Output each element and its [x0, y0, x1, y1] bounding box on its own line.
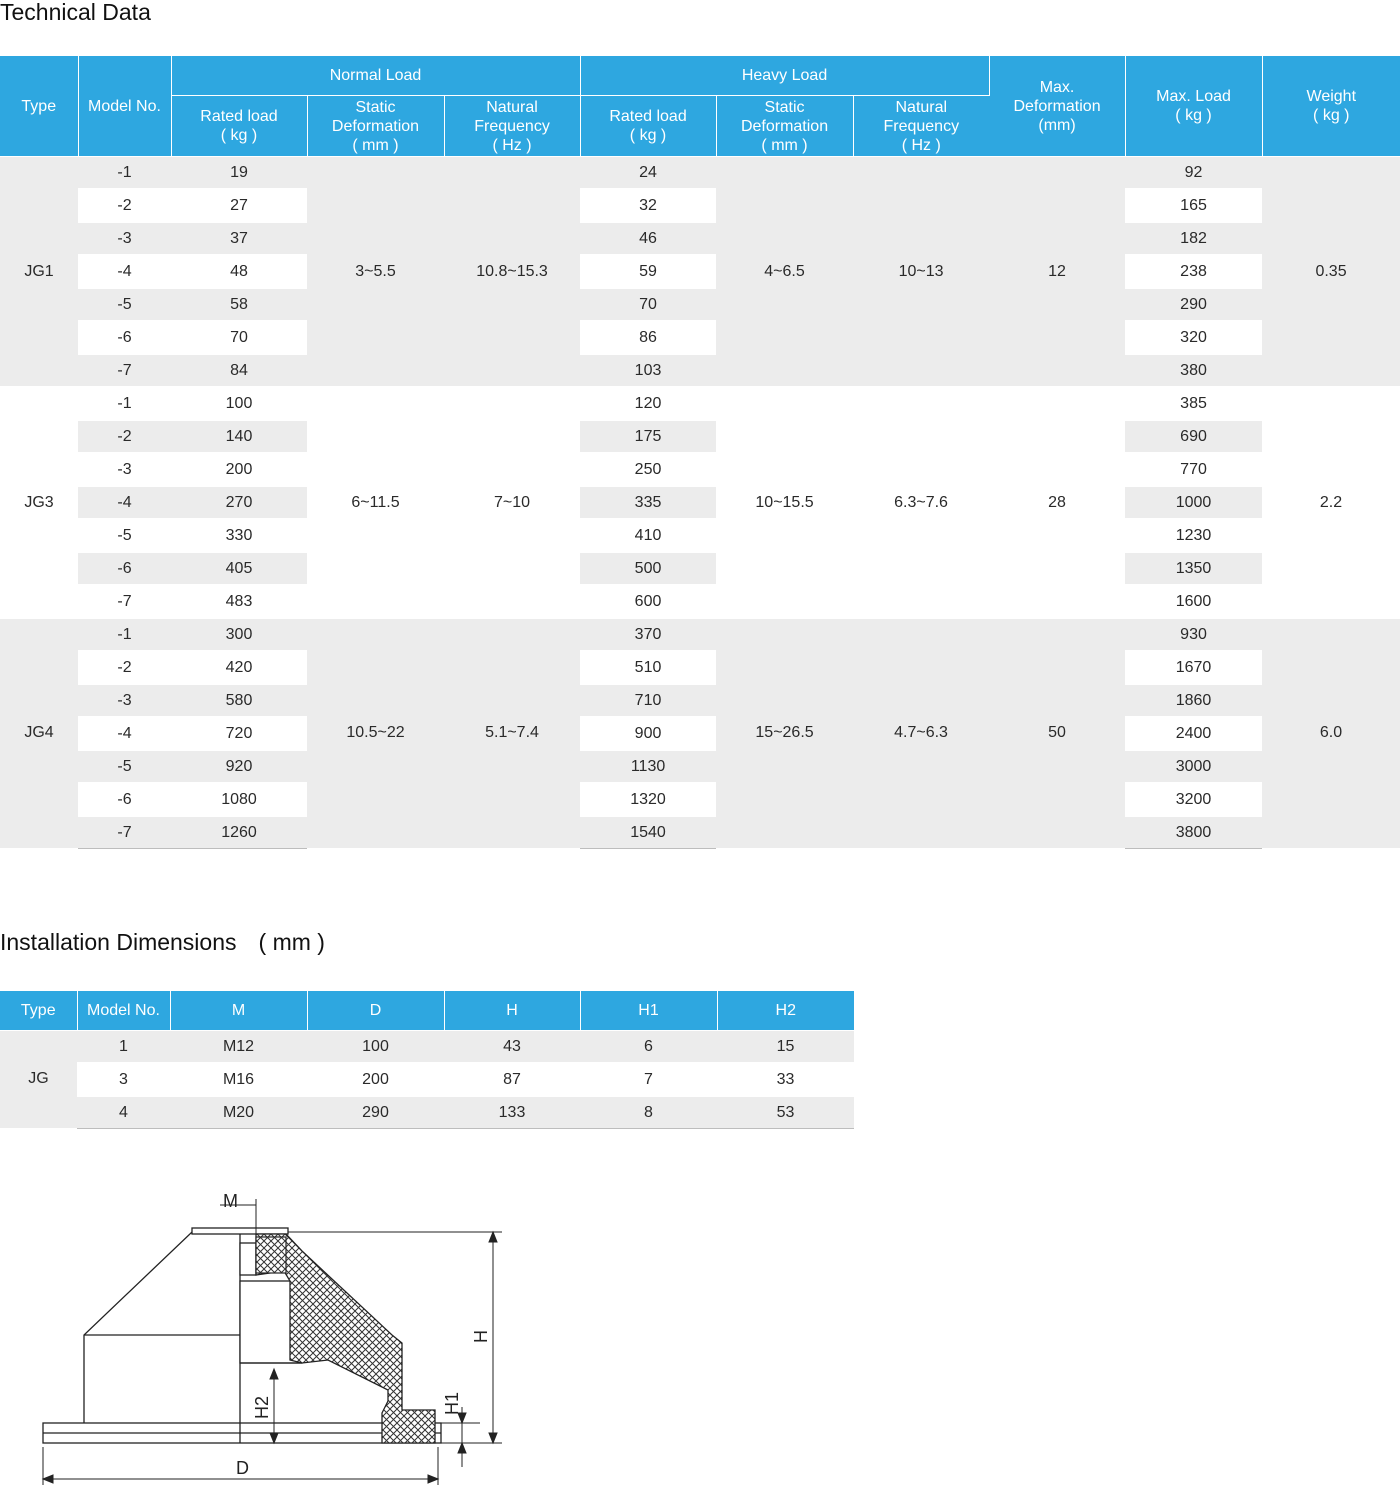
normal-static-deformation-cell: 10.5~22: [307, 618, 444, 849]
model-cell: -6: [78, 783, 171, 816]
heavy-rated-load-cell: 1130: [580, 750, 716, 783]
heavy-rated-load-cell: 24: [580, 157, 716, 190]
normal-rated-load-cell: 405: [171, 552, 307, 585]
label-d: D: [236, 1458, 249, 1478]
normal-rated-load-cell: 483: [171, 585, 307, 618]
type-cell: JG1: [0, 157, 78, 388]
normal-rated-load-cell: 84: [171, 354, 307, 387]
natural-frequency-label: Natural Frequency: [883, 98, 960, 135]
normal-static-deformation-cell: 6~11.5: [307, 387, 444, 618]
model-cell: -7: [78, 816, 171, 849]
table-row: [0, 157, 1400, 190]
group-jg3: [0, 387, 1400, 618]
table-row: [0, 486, 1400, 519]
installation-table-body: [0, 1031, 854, 1129]
m-cell: M12: [170, 1031, 307, 1064]
heavy-rated-load-cell: 370: [580, 618, 716, 651]
technical-data-title: Technical Data: [0, 0, 151, 25]
model-cell: -7: [78, 585, 171, 618]
h2-cell: 15: [717, 1031, 854, 1064]
h1-cell: 6: [580, 1031, 717, 1064]
h-cell: 43: [444, 1031, 580, 1064]
max-load-cell: 238: [1125, 255, 1262, 288]
normal-natural-frequency-cell: 7~10: [444, 387, 580, 618]
group-jg4: [0, 618, 1400, 849]
d-cell: 100: [307, 1031, 444, 1064]
model-cell: -1: [78, 157, 171, 190]
heavy-static-deformation-cell: 15~26.5: [716, 618, 853, 849]
normal-rated-load-cell: 70: [171, 321, 307, 354]
max-load-cell: 3800: [1125, 816, 1262, 849]
model-cell: -2: [78, 651, 171, 684]
inst-header-d: D: [307, 991, 444, 1031]
model-cell: -3: [78, 222, 171, 255]
table-row: [0, 453, 1400, 486]
max-load-cell: 165: [1125, 189, 1262, 222]
table-row: [0, 585, 1400, 618]
table-row: [0, 783, 1400, 816]
normal-rated-load-cell: 19: [171, 157, 307, 190]
table-row: [0, 750, 1400, 783]
max-deformation-label: Max. Deformation: [1013, 78, 1101, 115]
heavy-natural-frequency-cell: 10~13: [853, 157, 989, 388]
label-h1: H1: [442, 1391, 462, 1415]
model-cell: -5: [78, 519, 171, 552]
table-row: [0, 618, 1400, 651]
installation-dimensions-title: [0, 931, 325, 954]
max-load-label: Max. Load: [1156, 88, 1231, 105]
heavy-rated-load-cell: 70: [580, 288, 716, 321]
h2-cell: 33: [717, 1063, 854, 1096]
m-cell: M20: [170, 1096, 307, 1129]
table-row: [0, 1031, 854, 1064]
model-cell: 4: [77, 1096, 170, 1129]
heavy-rated-load-cell: 32: [580, 189, 716, 222]
h2-cell: 53: [717, 1096, 854, 1129]
normal-rated-load-cell: 140: [171, 420, 307, 453]
normal-rated-load-cell: 37: [171, 222, 307, 255]
model-cell: -3: [78, 684, 171, 717]
heavy-rated-load-cell: 1540: [580, 816, 716, 849]
static-deformation-label: Static Deformation: [740, 98, 829, 135]
rated-load-unit: ( kg ): [629, 127, 667, 144]
h1-cell: 8: [580, 1096, 717, 1129]
natural-frequency-unit: ( Hz ): [492, 136, 532, 154]
installation-dimensions-table: [0, 991, 854, 1130]
max-deformation-cell: 12: [989, 157, 1125, 388]
inst-header-h: H: [444, 991, 580, 1031]
inst-header-model-no: Model No.: [77, 991, 170, 1031]
normal-rated-load-cell: 330: [171, 519, 307, 552]
max-load-cell: 385: [1125, 387, 1262, 420]
col-header-normal-natural-frequency: [444, 96, 580, 157]
max-load-cell: 930: [1125, 618, 1262, 651]
max-load-cell: 1350: [1125, 552, 1262, 585]
max-deformation-cell: 50: [989, 618, 1125, 849]
static-deformation-unit: ( mm ): [761, 136, 808, 154]
model-cell: -6: [78, 552, 171, 585]
max-load-cell: 1600: [1125, 585, 1262, 618]
col-header-max-load: [1125, 56, 1262, 157]
col-header-type: Type: [0, 56, 78, 157]
heavy-rated-load-cell: 335: [580, 486, 716, 519]
h-cell: 133: [444, 1096, 580, 1129]
max-load-cell: 2400: [1125, 717, 1262, 750]
rated-load-label: Rated load: [200, 108, 278, 125]
model-cell: -5: [78, 750, 171, 783]
heavy-natural-frequency-cell: 4.7~6.3: [853, 618, 989, 849]
heavy-rated-load-cell: 900: [580, 717, 716, 750]
weight-cell: 2.2: [1262, 387, 1400, 618]
max-load-unit: ( kg ): [1175, 107, 1212, 124]
weight-cell: 0.35: [1262, 157, 1400, 388]
inst-header-h1: H1: [580, 991, 717, 1031]
normal-rated-load-cell: 58: [171, 288, 307, 321]
inst-header-type: Type: [0, 991, 77, 1031]
max-load-cell: 1860: [1125, 684, 1262, 717]
col-header-weight: [1262, 56, 1400, 157]
table-row: [0, 684, 1400, 717]
col-header-normal-static-deformation: [307, 96, 444, 157]
max-deformation-unit: (mm): [1038, 116, 1076, 134]
type-cell: JG: [0, 1031, 77, 1129]
heavy-rated-load-cell: 500: [580, 552, 716, 585]
table-row: [0, 816, 1400, 849]
heavy-rated-load-cell: 86: [580, 321, 716, 354]
max-load-cell: 92: [1125, 157, 1262, 190]
heavy-rated-load-cell: 46: [580, 222, 716, 255]
max-load-cell: 1000: [1125, 486, 1262, 519]
table-row: [0, 1063, 854, 1096]
normal-rated-load-cell: 300: [171, 618, 307, 651]
weight-unit: ( kg ): [1313, 107, 1350, 124]
table-row: [0, 321, 1400, 354]
model-cell: 3: [77, 1063, 170, 1096]
type-cell: JG3: [0, 387, 78, 618]
max-load-cell: 3200: [1125, 783, 1262, 816]
rated-load-label: Rated load: [609, 108, 687, 125]
static-deformation-label: Static Deformation: [331, 98, 420, 135]
d-cell: 290: [307, 1096, 444, 1129]
table-row: [0, 222, 1400, 255]
max-load-cell: 320: [1125, 321, 1262, 354]
col-header-model-no: Model No.: [78, 56, 171, 157]
model-cell: -1: [78, 618, 171, 651]
table-row: [0, 189, 1400, 222]
normal-rated-load-cell: 27: [171, 189, 307, 222]
inst-header-m: M: [170, 991, 307, 1031]
normal-rated-load-cell: 580: [171, 684, 307, 717]
normal-rated-load-cell: 270: [171, 486, 307, 519]
col-header-max-deformation: [989, 56, 1125, 157]
model-cell: -7: [78, 354, 171, 387]
table-row: [0, 1096, 854, 1129]
col-header-normal-load: Normal Load: [171, 56, 580, 96]
label-h2: H2: [252, 1395, 272, 1419]
installation-title-text: Installation Dimensions: [0, 929, 237, 955]
type-cell: JG4: [0, 618, 78, 849]
col-header-heavy-static-deformation: [716, 96, 853, 157]
col-header-heavy-rated-load: [580, 96, 716, 157]
heavy-rated-load-cell: 710: [580, 684, 716, 717]
heavy-rated-load-cell: 120: [580, 387, 716, 420]
heavy-natural-frequency-cell: 6.3~7.6: [853, 387, 989, 618]
normal-rated-load-cell: 48: [171, 255, 307, 288]
table-row: [0, 354, 1400, 387]
h1-cell: 7: [580, 1063, 717, 1096]
weight-cell: 6.0: [1262, 618, 1400, 849]
model-cell: -4: [78, 486, 171, 519]
heavy-rated-load-cell: 410: [580, 519, 716, 552]
model-cell: -4: [78, 717, 171, 750]
model-cell: -6: [78, 321, 171, 354]
normal-rated-load-cell: 1260: [171, 816, 307, 849]
normal-natural-frequency-cell: 5.1~7.4: [444, 618, 580, 849]
model-cell: -4: [78, 255, 171, 288]
model-cell: -3: [78, 453, 171, 486]
max-load-cell: 290: [1125, 288, 1262, 321]
col-header-heavy-load: Heavy Load: [580, 56, 989, 96]
h-cell: 87: [444, 1063, 580, 1096]
normal-natural-frequency-cell: 10.8~15.3: [444, 157, 580, 388]
metal-insert: [256, 1237, 286, 1273]
label-m: M: [223, 1191, 238, 1211]
heavy-rated-load-cell: 175: [580, 420, 716, 453]
table-row: [0, 255, 1400, 288]
heavy-rated-load-cell: 510: [580, 651, 716, 684]
table-row: [0, 717, 1400, 750]
table-row: [0, 288, 1400, 321]
normal-rated-load-cell: 1080: [171, 783, 307, 816]
technical-data-table: [0, 56, 1400, 850]
normal-rated-load-cell: 420: [171, 651, 307, 684]
max-load-cell: 690: [1125, 420, 1262, 453]
normal-static-deformation-cell: 3~5.5: [307, 157, 444, 388]
col-header-heavy-natural-frequency: [853, 96, 989, 157]
max-load-cell: 380: [1125, 354, 1262, 387]
inst-header-h2: H2: [717, 991, 854, 1031]
normal-rated-load-cell: 200: [171, 453, 307, 486]
model-cell: 1: [77, 1031, 170, 1064]
heavy-rated-load-cell: 103: [580, 354, 716, 387]
col-header-normal-rated-load: [171, 96, 307, 157]
table-row: [0, 387, 1400, 420]
table-row: [0, 651, 1400, 684]
model-cell: -2: [78, 189, 171, 222]
group-jg1: [0, 157, 1400, 388]
natural-frequency-label: Natural Frequency: [474, 98, 550, 135]
model-cell: -5: [78, 288, 171, 321]
normal-rated-load-cell: 920: [171, 750, 307, 783]
model-cell: -2: [78, 420, 171, 453]
max-load-cell: 182: [1125, 222, 1262, 255]
max-load-cell: 1670: [1125, 651, 1262, 684]
table-row: [0, 552, 1400, 585]
normal-rated-load-cell: 720: [171, 717, 307, 750]
table-row: [0, 420, 1400, 453]
heavy-rated-load-cell: 250: [580, 453, 716, 486]
max-load-cell: 770: [1125, 453, 1262, 486]
table-row: [0, 519, 1400, 552]
mount-cross-section-diagram: [40, 1185, 520, 1485]
max-load-cell: 1230: [1125, 519, 1262, 552]
rated-load-unit: ( kg ): [220, 127, 258, 144]
label-h: H: [471, 1330, 491, 1343]
natural-frequency-unit: ( Hz ): [901, 136, 941, 154]
weight-label: Weight: [1306, 88, 1357, 105]
heavy-rated-load-cell: 59: [580, 255, 716, 288]
installation-title-unit: ( mm ): [258, 929, 325, 955]
model-cell: -1: [78, 387, 171, 420]
m-cell: M16: [170, 1063, 307, 1096]
static-deformation-unit: ( mm ): [352, 136, 399, 154]
d-cell: 200: [307, 1063, 444, 1096]
heavy-static-deformation-cell: 10~15.5: [716, 387, 853, 618]
heavy-rated-load-cell: 600: [580, 585, 716, 618]
normal-rated-load-cell: 100: [171, 387, 307, 420]
heavy-static-deformation-cell: 4~6.5: [716, 157, 853, 388]
max-load-cell: 3000: [1125, 750, 1262, 783]
heavy-rated-load-cell: 1320: [580, 783, 716, 816]
max-deformation-cell: 28: [989, 387, 1125, 618]
